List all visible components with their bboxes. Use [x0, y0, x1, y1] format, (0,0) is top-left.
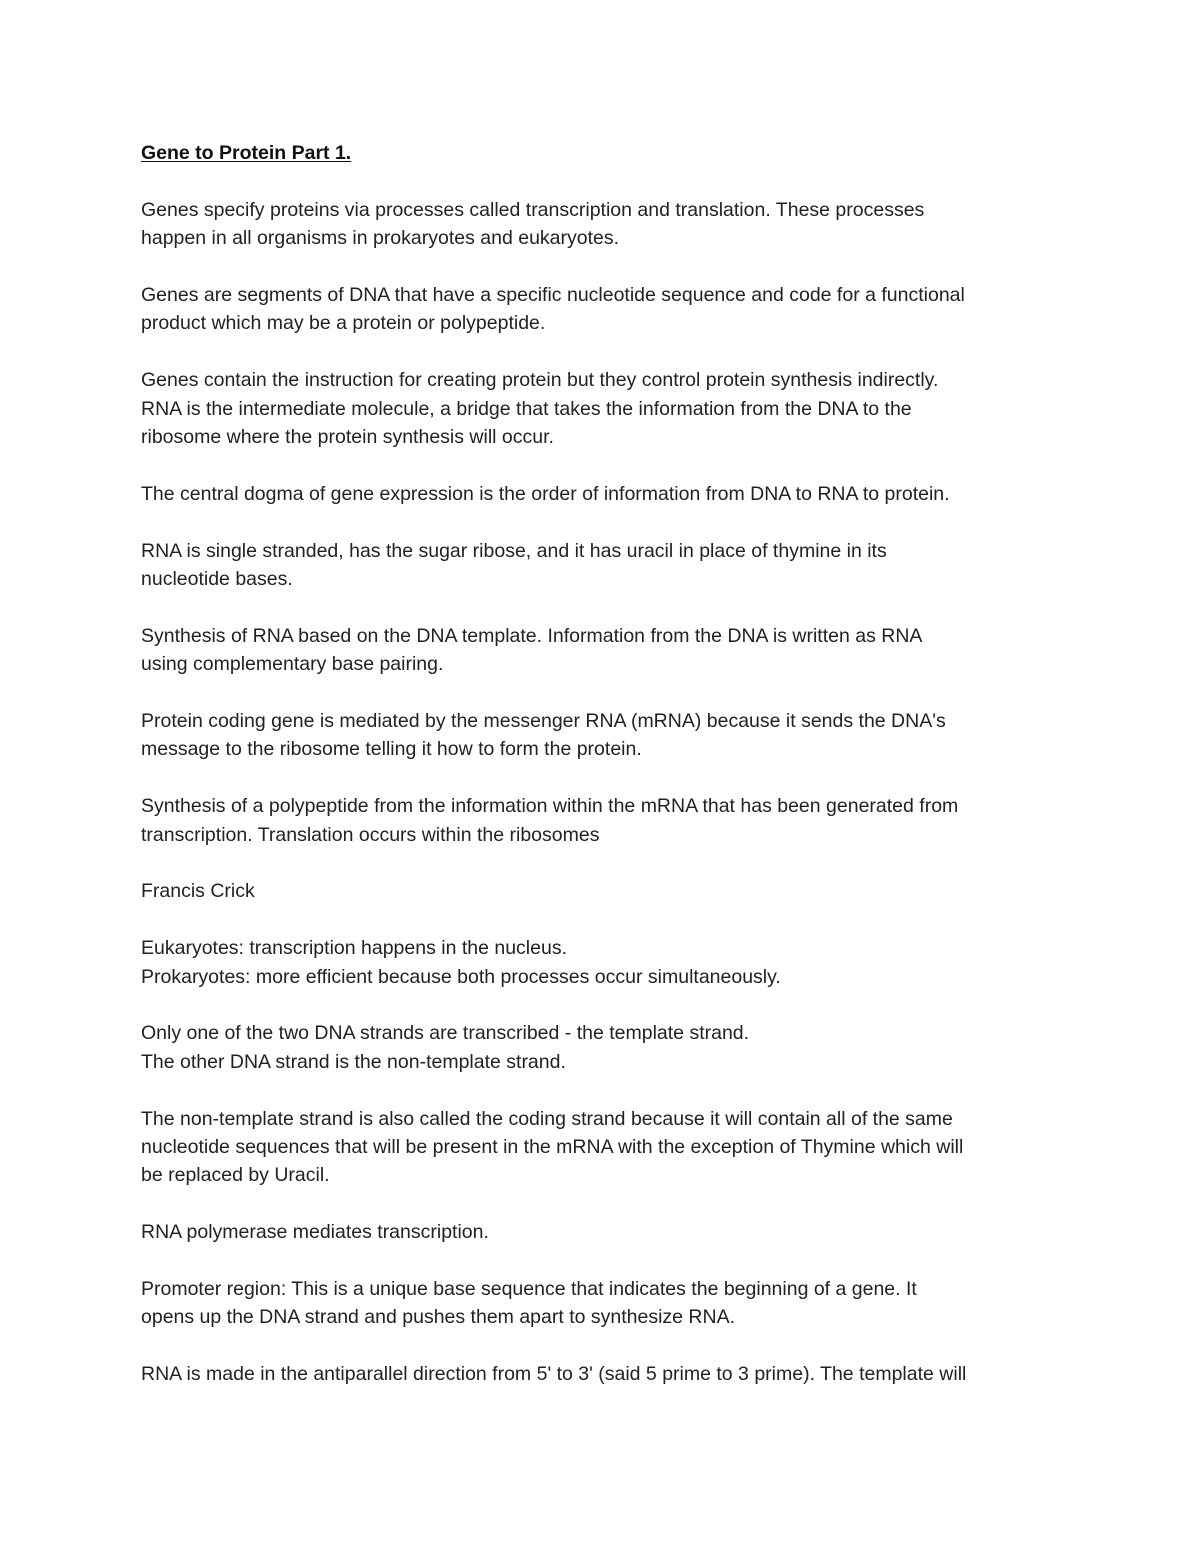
- paragraph: [141, 1275, 1066, 1332]
- paragraph: [141, 1105, 1066, 1190]
- paragraph-line: nucleotide sequences that will be present in the mRNA with the exception of Thymine which will: [141, 1136, 964, 1159]
- paragraph: [141, 281, 1066, 338]
- paragraph-line: RNA is the intermediate molecule, a bridge that takes the information from the DNA to the: [141, 397, 912, 420]
- paragraph-line: happen in all organisms in prokaryotes and eukaryotes.: [141, 227, 620, 250]
- paragraph-line: Synthesis of RNA based on the DNA template. Information from the DNA is written as RNA: [141, 624, 923, 647]
- paragraph: [141, 537, 1066, 594]
- paragraph-line: RNA is single stranded, has the sugar ribose, and it has uracil in place of thymine in its: [141, 539, 887, 562]
- paragraph: [141, 877, 1066, 905]
- paragraph-line: Protein coding gene is mediated by the messenger RNA (mRNA) because it sends the DNA's: [141, 710, 946, 733]
- paragraph: [141, 1360, 1066, 1388]
- paragraph: [141, 792, 1066, 849]
- paragraph-line: using complementary base pairing.: [141, 653, 444, 676]
- paragraph: [141, 707, 1066, 764]
- paragraph-line: The other DNA strand is the non-template strand.: [141, 1050, 566, 1073]
- paragraph: [141, 934, 1066, 991]
- paragraph-line: opens up the DNA strand and pushes them apart to synthesize RNA.: [141, 1306, 736, 1329]
- paragraph-line: Genes specify proteins via processes called transcription and translation. These processes: [141, 198, 925, 221]
- paragraph: [141, 366, 1066, 451]
- paragraph-line: Synthesis of a polypeptide from the information within the mRNA that has been generated from: [141, 795, 959, 818]
- paragraph-line: The central dogma of gene expression is the order of information from DNA to RNA to protein.: [141, 482, 950, 505]
- paragraph-line: The non-template strand is also called the coding strand because it will contain all of the same: [141, 1107, 953, 1130]
- paragraph-line: Francis Crick: [141, 880, 255, 903]
- paragraph-line: Prokaryotes: more efficient because both processes occur simultaneously.: [141, 965, 781, 988]
- paragraph-line: Genes contain the instruction for creating protein but they control protein synthesis indirectly.: [141, 369, 939, 392]
- document-title: Gene to Protein Part 1.: [141, 142, 352, 164]
- paragraph-line: Genes are segments of DNA that have a specific nucleotide sequence and code for a functional: [141, 284, 965, 306]
- paragraph-line: nucleotide bases.: [141, 568, 293, 591]
- paragraph: [141, 480, 1066, 508]
- paragraph-line: be replaced by Uracil.: [141, 1164, 330, 1187]
- paragraph: [141, 196, 1066, 253]
- paragraph: [141, 1019, 1066, 1076]
- paragraph-line: Eukaryotes: transcription happens in the nucleus.: [141, 937, 568, 960]
- paragraph-line: product which may be a protein or polypeptide.: [141, 312, 546, 335]
- document-body: [141, 139, 1066, 1417]
- paragraph-line: ribosome where the protein synthesis will occur.: [141, 426, 554, 449]
- paragraph: [141, 622, 1066, 679]
- paragraph-line: Only one of the two DNA strands are transcribed - the template strand.: [141, 1022, 750, 1045]
- paragraph-list: [141, 196, 1066, 1389]
- paragraph: [141, 1218, 1066, 1246]
- paragraph-line: Promoter region: This is a unique base sequence that indicates the beginning of a gene. It: [141, 1278, 917, 1301]
- paragraph-line: transcription. Translation occurs within the ribosomes: [141, 823, 600, 846]
- paragraph-line: message to the ribosome telling it how to form the protein.: [141, 738, 642, 761]
- paragraph-line: RNA is made in the antiparallel direction from 5' to 3' (said 5 prime to 3 prime). The template will: [141, 1363, 967, 1386]
- paragraph-line: RNA polymerase mediates transcription.: [141, 1221, 489, 1244]
